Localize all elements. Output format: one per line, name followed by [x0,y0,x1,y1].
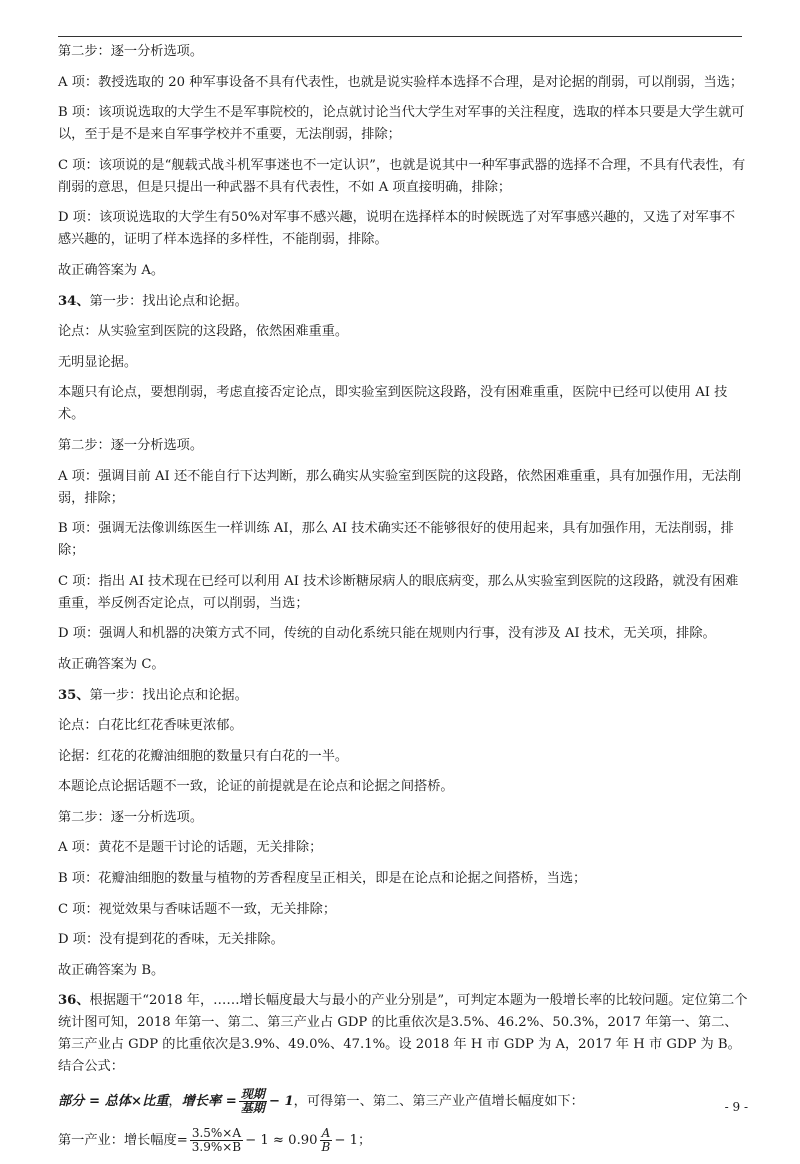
answer-line: 故正确答案为 B。 [58,962,165,978]
paragraph: 第二步：逐一分析选项。 [58,44,204,59]
percent-value: 49.0% [288,1037,331,1053]
paragraph: D 项：该项说选取的大学生有50%对军事不感兴趣，说明在选择样本的时候既选了对军事感兴趣的，又选了对军事不感兴趣的，证明了样本选择的多样性，不能削弱，排除。 [58,210,736,248]
paragraph: 第二步：逐一分析选项。 [58,809,204,825]
question-number: 36、 [58,993,90,1009]
paragraph: D 项：强调人和机器的决策方式不同，传统的自动化系统只能在规则内行事，没有涉及 AI 技术，无关项，排除。 [58,626,716,642]
question-number: 34、 [58,293,90,309]
percent-value: 50% [231,210,261,226]
answer-line: 故正确答案为 A。 [58,262,165,278]
document-body [58,41,748,1164]
paragraph: 本题论点论据话题不一致，论证的前提就是在论点和论据之间搭桥。 [58,779,454,795]
paragraph: B 项：该项说选取的大学生不是军事院校的，论点就讨论当代大学生对军事的关注程度，选取的样本只要是大学生就可以，至于是不是来自军事学校并不重要，无法削弱，排除； [58,105,745,143]
formula-growth-rate: 增长率 = [181,1094,237,1110]
formula-part: 部分 = 总体×比重 [58,1094,169,1110]
paragraph: 无明显论据。 [58,354,138,370]
percent-value: 46.2% [497,1015,540,1031]
paragraph: D 项：没有提到花的香味，无关排除。 [58,932,284,948]
percent-value: 3.5% [450,1015,485,1031]
fraction: $\frac{3.5\%\times A}{3.9\%\times B}$ [191,1125,242,1154]
fraction: $\frac{\text{现期}}{\text{基期}}$ [240,1087,265,1116]
answer-line: 故正确答案为 C。 [58,656,165,672]
paragraph: 第二步：逐一分析选项。 [58,437,204,453]
percent-value: 50.3% [552,1015,595,1031]
question-35-heading: 35、第一步：找出论点和论据。 [58,687,248,703]
paragraph: 论点：白花比红花香味更浓郁。 [58,718,243,734]
question-number: 35、 [58,687,90,703]
paragraph: A 项：教授选取的 20 种军事设备不具有代表性，也就是说实验样本选择不合理，是对论据的削弱，可以削弱，当选； [58,74,744,90]
paragraph: 论点：从实验室到医院的这段路，依然困难重重。 [58,324,349,340]
formula-line: 部分 = 总体×比重，增长率 = $\frac{\text{现期}}{\text{基期}}$ − 1，可得第一、第二、第三产业产值增长幅度如下： [58,1087,584,1116]
header-rule [58,36,742,37]
question-36-paragraph: 36、根据题干“2018 年，……增长幅度最大与最小的产业分别是”，可判定本题为一般增长率的比较问题。定位第二个统计图可知，2018 年第一、第二、第三产业占 GDP 的比重依次是3.5%、46.2%、50.3%，2017 年第一、第二、第三产业占 GDP 的比重依次是3.9%、49.0%、47.1%。设 2018 年 H 市 GDP 为 A，2017 年 H 市 GDP 为 B。结合公式： [58,993,748,1075]
paragraph: C 项：该项说的是“舰载式战斗机军事迷也不一定认识”，也就是说其中一种军事武器的选择不合理，不具有代表性，有削弱的意思，但是只提出一种武器不具有代表性，不如 A 项直接明确，排除； [58,157,746,195]
first-industry-formula: 第一产业：增长幅度= $\frac{3.5\%\times A}{3.9\%\times B}$ − 1 ≈ 0.90 $\frac{A}{B}$ − 1； [58,1125,372,1154]
paragraph: B 项：花瓣油细胞的数量与植物的芳香程度呈正相关，即是在论点和论据之间搭桥，当选； [58,871,587,887]
paragraph: A 项：强调目前 AI 还不能自行下达判断，那么确实从实验室到医院的这段路，依然困难重重，具有加强作用，无法削弱，排除； [58,468,742,506]
percent-value: 3.9% [241,1037,275,1053]
fraction: $\frac{A}{B}$ [321,1125,331,1154]
page-number: - 9 - [724,1100,748,1114]
paragraph: 本题只有论点，要想削弱，考虑直接否定论点，即实验室到医院这段路，没有困难重重，医院中已经可以使用 AI 技术。 [58,385,728,423]
percent-value: 47.1% [343,1037,386,1053]
paragraph: A 项：黄花不是题干讨论的话题，无关排除； [58,840,323,856]
paragraph: 论据：红花的花瓣油细胞的数量只有白花的一半。 [58,748,349,764]
paragraph: B 项：强调无法像训练医生一样训练 AI，那么 AI 技术确实还不能够很好的使用起来，具有加强作用，无法削弱，排除； [58,521,734,559]
question-34-heading: 34、第一步：找出论点和论据。 [58,293,248,309]
paragraph: C 项：视觉效果与香味话题不一致，无关排除； [58,901,337,917]
paragraph: C 项：指出 AI 技术现在已经可以利用 AI 技术诊断糖尿病人的眼底病变，那么从实验室到医院的这段路，就没有困难重重，举反例否定论点，可以削弱，当选； [58,573,739,611]
